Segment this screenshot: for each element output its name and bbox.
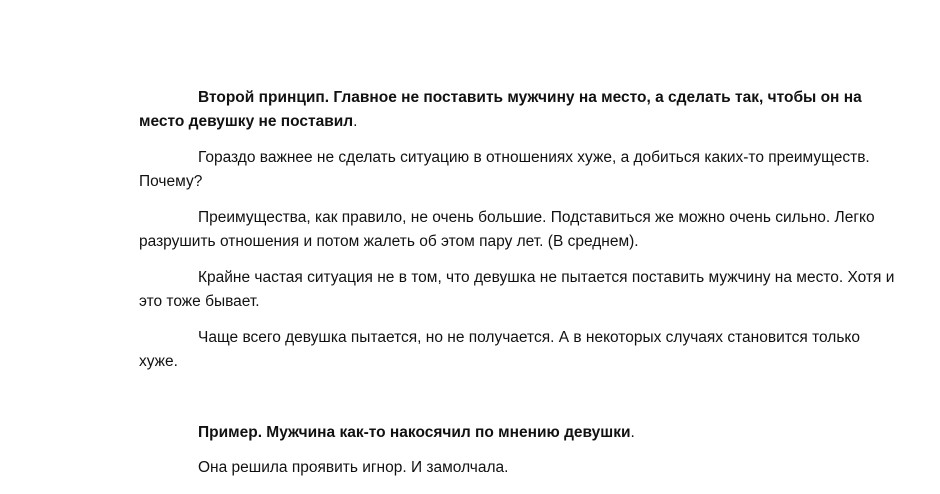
paragraph-principle-heading [139,86,899,134]
paragraph-most-often: Чаще всего девушка пытается, но не получается. А в некоторых случаях становится только хуже. [139,329,861,370]
paragraph-advantages: Преимущества, как правило, не очень большие. Подставиться же можно очень сильно. Легко разрушить отношения и потом жалеть об этом пару лет. (В среднем). [139,209,875,250]
example-heading-tail: . [630,424,635,441]
document-page [139,86,899,480]
paragraph-example-heading [139,421,899,445]
example-heading-bold: Пример. Мужчина как-то накосячил по мнению девушки [198,424,631,441]
paragraph-ignore: Она решила проявить игнор. И замолчала. [198,459,509,476]
principle-heading-bold: Второй принцип. Главное не поставить мужчину на место, а сделать так, чтобы он на место девушку не поставил [139,89,862,130]
paragraph-frequent-situation: Крайне частая ситуация не в том, что девушка не пытается поставить мужчину на место. Хотя и это тоже бывает. [139,269,895,310]
paragraph-importance: Гораздо важнее не сделать ситуацию в отношениях хуже, а добиться каких-то преимуществ. Почему? [139,149,870,190]
principle-heading-tail: . [353,113,358,130]
